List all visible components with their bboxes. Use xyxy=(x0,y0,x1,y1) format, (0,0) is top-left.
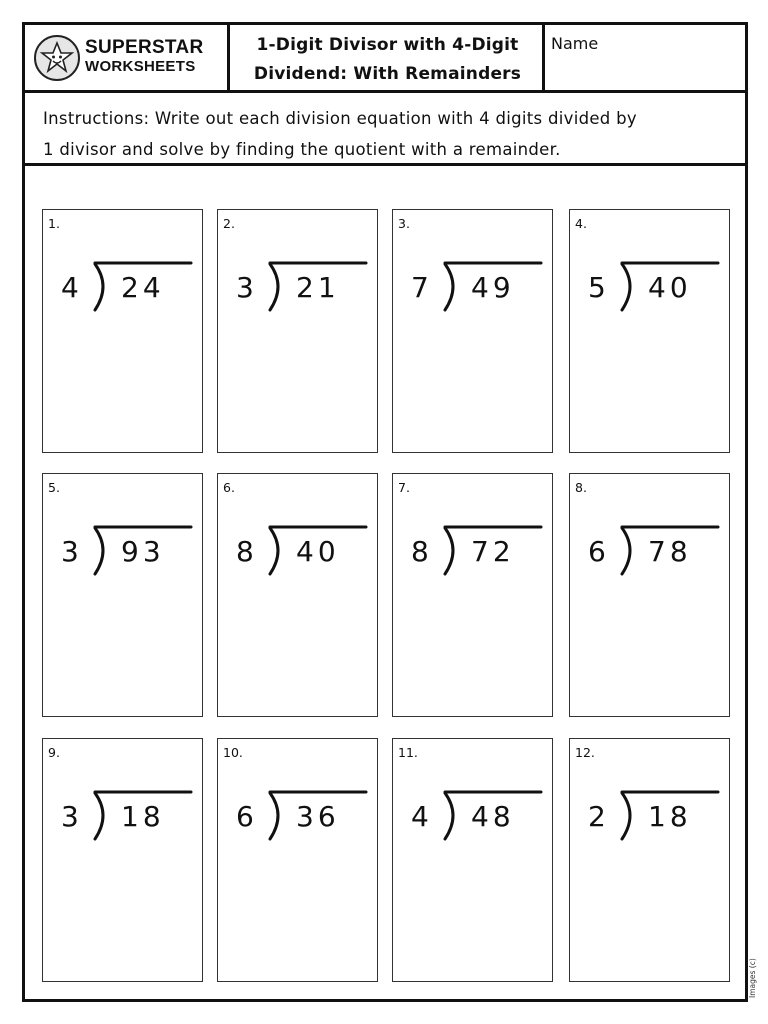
logo-cell xyxy=(25,25,230,90)
problem-box[interactable] xyxy=(569,738,730,982)
title-line-2: Dividend: With Remainders xyxy=(253,64,522,84)
worksheet xyxy=(22,22,748,1002)
divisor: 6 xyxy=(236,800,254,833)
problem-number: 5. xyxy=(48,480,60,495)
problem-box[interactable] xyxy=(217,209,378,453)
dividend: 48 xyxy=(471,800,515,833)
problem-number: 12. xyxy=(575,745,595,760)
divisor: 4 xyxy=(61,271,79,304)
problem-number: 2. xyxy=(223,216,235,231)
divisor: 7 xyxy=(411,271,429,304)
long-division-bracket xyxy=(43,739,201,859)
divisor: 8 xyxy=(411,535,429,568)
brand-line-2: WORKSHEETS xyxy=(85,58,196,75)
problem-box[interactable] xyxy=(392,209,553,453)
dividend: 36 xyxy=(296,800,340,833)
problem-number: 11. xyxy=(398,745,418,760)
problem-number: 8. xyxy=(575,480,587,495)
divisor: 3 xyxy=(61,800,79,833)
problem-number: 4. xyxy=(575,216,587,231)
problem-box[interactable] xyxy=(42,473,203,717)
problem-number: 6. xyxy=(223,480,235,495)
name-label: Name xyxy=(551,34,599,53)
problem-box[interactable] xyxy=(569,209,730,453)
dividend: 72 xyxy=(471,535,515,568)
long-division-bracket xyxy=(218,739,376,859)
header xyxy=(25,25,745,93)
dividend: 18 xyxy=(648,800,692,833)
problem-number: 9. xyxy=(48,745,60,760)
problem-box[interactable] xyxy=(392,738,553,982)
dividend: 40 xyxy=(648,271,692,304)
problem-box[interactable] xyxy=(42,738,203,982)
long-division-bracket xyxy=(43,210,201,330)
long-division-bracket xyxy=(43,474,201,594)
problem-box[interactable] xyxy=(217,738,378,982)
star-face-icon xyxy=(34,35,80,81)
long-division-bracket xyxy=(570,739,728,859)
instructions xyxy=(25,93,745,166)
problem-box[interactable] xyxy=(217,473,378,717)
instructions-line-1: Instructions: Write out each division equation with 4 digits divided by xyxy=(43,109,637,128)
name-field[interactable] xyxy=(545,25,745,90)
instructions-line-2: 1 divisor and solve by finding the quotient with a remainder. xyxy=(43,140,561,159)
long-division-bracket xyxy=(570,210,728,330)
dividend: 24 xyxy=(121,271,165,304)
problem-box[interactable] xyxy=(42,209,203,453)
divisor: 6 xyxy=(588,535,606,568)
brand-line-1: SUPERSTAR xyxy=(85,37,204,58)
brand-logo-text xyxy=(85,38,203,76)
divisor: 8 xyxy=(236,535,254,568)
dividend: 40 xyxy=(296,535,340,568)
dividend: 49 xyxy=(471,271,515,304)
long-division-bracket xyxy=(218,474,376,594)
divisor: 3 xyxy=(61,535,79,568)
title-cell xyxy=(230,25,545,90)
problem-box[interactable] xyxy=(569,473,730,717)
long-division-bracket xyxy=(218,210,376,330)
dividend: 18 xyxy=(121,800,165,833)
divisor: 3 xyxy=(236,271,254,304)
long-division-bracket xyxy=(393,474,551,594)
dividend: 21 xyxy=(296,271,340,304)
divisor: 4 xyxy=(411,800,429,833)
copyright-note: Images (c) xyxy=(748,958,757,998)
problem-number: 7. xyxy=(398,480,410,495)
worksheet-title xyxy=(230,31,545,89)
problem-box[interactable] xyxy=(392,473,553,717)
divisor: 2 xyxy=(588,800,606,833)
long-division-bracket xyxy=(393,210,551,330)
instructions-text xyxy=(43,103,723,165)
title-line-1: 1-Digit Divisor with 4-Digit xyxy=(256,35,519,55)
divisor: 5 xyxy=(588,271,606,304)
long-division-bracket xyxy=(393,739,551,859)
problem-number: 1. xyxy=(48,216,60,231)
problem-number: 3. xyxy=(398,216,410,231)
problem-number: 10. xyxy=(223,745,243,760)
long-division-bracket xyxy=(570,474,728,594)
dividend: 78 xyxy=(648,535,692,568)
dividend: 93 xyxy=(121,535,165,568)
